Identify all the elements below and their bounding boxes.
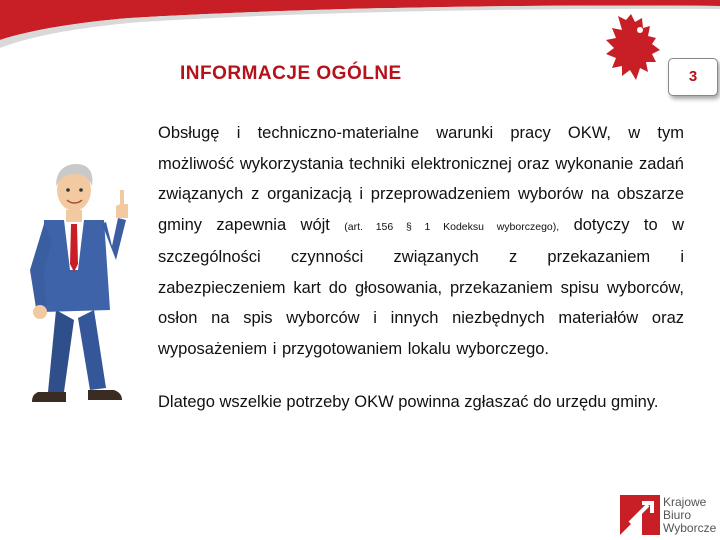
page-number-badge: 3	[668, 58, 718, 96]
main-content	[158, 118, 684, 418]
kbw-logo-icon	[620, 495, 660, 535]
logo-line-2: Biuro	[663, 508, 692, 522]
legal-citation: (art. 156 § 1 Kodeksu wyborczego),	[344, 220, 560, 233]
logo-line-3: Wyborcze	[663, 521, 717, 535]
businessman-illustration	[8, 160, 148, 410]
page-title: INFORMACJE OGÓLNE	[180, 63, 402, 84]
paragraph-responsibilities	[158, 118, 684, 364]
paragraph-requests: Dlatego wszelkie potrzeby OKW powinna zgłaszać do urzędu gminy.	[158, 393, 659, 411]
kbw-logo-text	[663, 496, 716, 535]
logo-line-1: Krajowe	[663, 495, 707, 509]
paragraph-1-details: dotyczy to w szczególności czynności związanych z przekazaniem i zabezpieczeniem kart do głosowania, przekazaniem spisu wyborców, osłon na spis wyborców i innych niezbędnych materiałów oraz wyposażeniem i przygotowaniem lokalu wyborczego.	[158, 215, 685, 358]
paragraph-1-intro: Obsługę i techniczno-materialne warunki pracy OKW, w tym możliwość wykorzystania techniki elektronicznej oraz wykonanie zadań związanych z organizacją i przeprowadzeniem wyborów na obszarze gminy zapewnia wójt	[158, 124, 684, 234]
